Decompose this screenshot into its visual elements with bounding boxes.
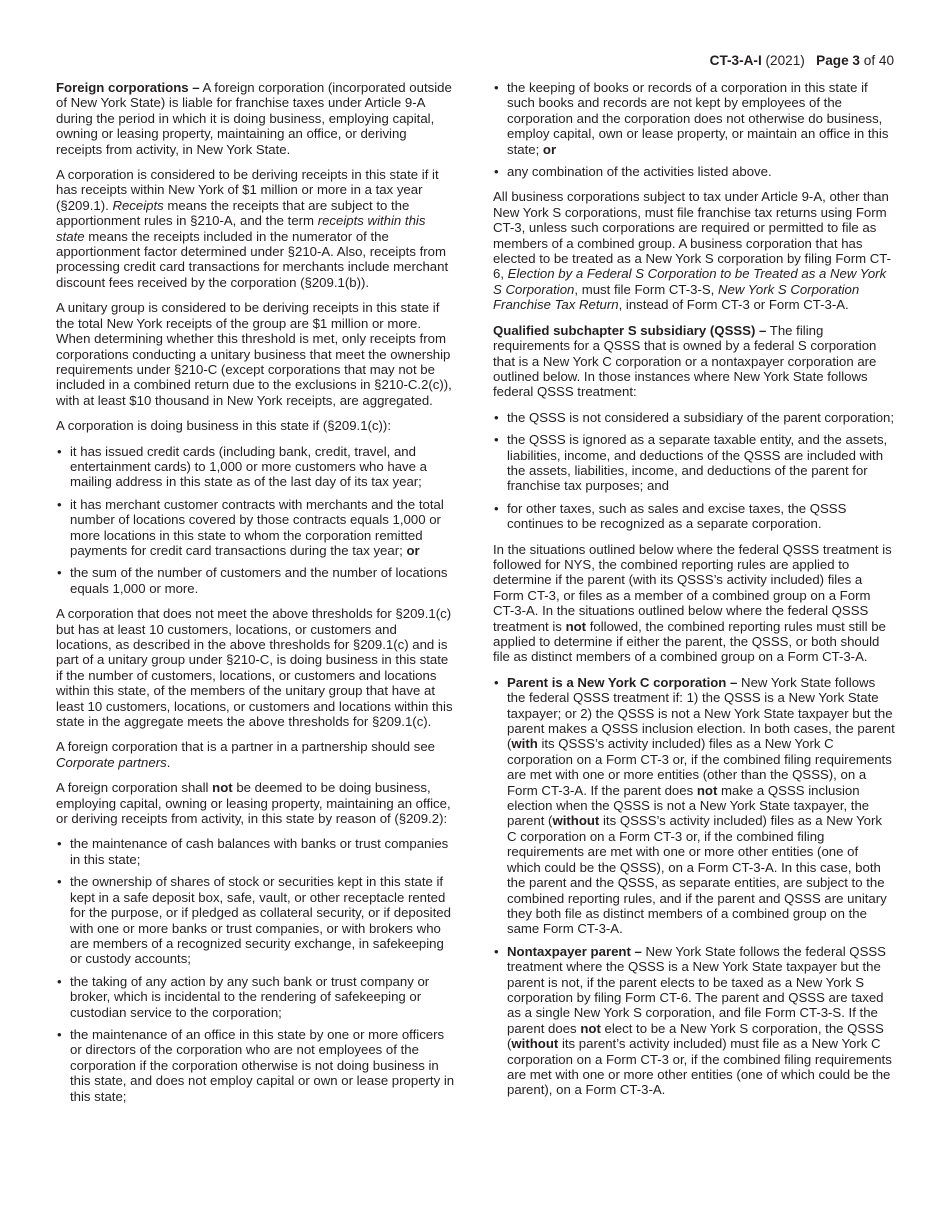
parent-cases-list [493, 675, 895, 1098]
page-label: Page 3 [816, 53, 860, 68]
term-receipts: Receipts [112, 197, 164, 213]
list-item: • the keeping of books or records of a corporation in this state if such books and records are not kept by employees of the corporation and the corporation does not otherwise do business, employ capital, own or lease property, or maintain an office in this state; or [493, 80, 895, 157]
qsss-treatment-list [493, 410, 895, 532]
paragraph-qsss: Qualified subchapter S subsidiary (QSSS) – The filing requirements for a QSSS that is owned by a federal S corporation that is a New York C corporation or a nontaxpayer corporation are outlined below. In those instances where New York State follows federal QSSS treatment: [493, 322, 877, 400]
paragraph-filing-forms: All business corporations subject to tax under Article 9-A, other than New York S corporations, must file franchise tax returns using Form CT-3, unless such corporations are required or permitted to file as members of a combined group. A business corporation that has elected to be treated as a New York S corporation by filing Form CT-6, Election by a Federal S Corporation to be Treated as a New York S Corporation, must file Form CT-3-S, New York S Corporation Franchise Tax Return, instead of Form CT-3 or Form CT-3-A. [493, 189, 892, 313]
list-item: • for other taxes, such as sales and excise taxes, the QSSS continues to be recognized as a separate corporation. [493, 501, 895, 532]
exclusions-list-continued [493, 80, 895, 179]
paragraph-not-doing-business: A foreign corporation shall not be deemed to be doing business, employing capital, owning or leasing property, maintaining an office, or deriving receipts from activity, in this state by reason of (§209.2): [56, 780, 451, 827]
list-item: • it has issued credit cards (including bank, credit, travel, and entertainment cards) to 1,000 or more customers who have a mailing address in this state as of the last day of its tax year; [56, 444, 456, 490]
form-year: (2021) [765, 53, 805, 68]
paragraph-doing-business: A corporation is doing business in this state if (§209.1(c)): [56, 418, 391, 434]
list-item: • it has merchant customer contracts with merchants and the total number of locations covered by those contracts equals 1,000 or more locations in this state to whom the corporation remitted payments for credit card transactions during the tax year; or [56, 497, 456, 559]
doing-business-list [56, 444, 456, 597]
item-heading: Parent is a New York C corporation – [507, 674, 738, 690]
list-item: • the taking of any action by any such bank or trust company or broker, which is incidental to the rendering of safekeeping or custodian service to the corporation; [56, 974, 456, 1020]
term-corporate-partners: Corporate partners [56, 754, 167, 770]
paragraph-foreign-corporations: Foreign corporations – A foreign corporation (incorporated outside of New York State) is liable for franchise taxes under Article 9-A during the period in which it is doing business, employing capital, owning or leasing property, maintaining an office, or deriving receipts from activity, in New York State. [56, 80, 452, 157]
form-ct3s-title: New York S Corporation Franchise Tax Return [493, 281, 860, 313]
form-ct6-title: Election by a Federal S Corporation to be Treated as a New York S Corporation [493, 266, 887, 297]
item-heading: Nontaxpayer parent – [507, 943, 642, 959]
paragraph-thresholds: A corporation that does not meet the above thresholds for §209.1(c) but has at least 10 customers, locations, or customers and locations, as described in the above thresholds for §209.1(c) and is part of a unitary group under §210-C, is doing business in this state if the number of customers, locations, or customers and locations within this state, of the members of the unitary group that have at least 10 customers, locations, or customers and locations within this state in the aggregate meets the above thresholds for §209.1(c). [56, 606, 453, 730]
list-item: • the maintenance of cash balances with banks or trust companies in this state; [56, 836, 456, 867]
right-column [493, 80, 895, 1108]
form-id: CT-3-A-I [709, 53, 762, 68]
paragraph-unitary-group: A unitary group is considered to be deriving receipts in this state if the total New York receipts of the group are $1 million or more. When determining whether this threshold is met, only receipts from corporations conducting a unitary business that meet the ownership requirements under §210-C (except corporations that may not be included in a combined return due to the exclusions in §210-C.2(c)), with at least $10 thousand in New York receipts, are aggregated. [56, 300, 452, 408]
list-item: • Parent is a New York C corporation – New York State follows the federal QSSS treatment if: 1) the QSSS is a New York State taxpayer; or 2) the QSSS is not a New York State taxpayer but the parent makes a QSSS inclusion election. In both cases, the parent (with its QSSS’s activity included) files as a New York C corporation on a Form CT-3 or, if the combined filing requirements are met with one or more entities (other than the QSSS), on a Form CT-3-A. If the parent does not make a QSSS inclusion election when the QSSS is not a New York State taxpayer, the parent (without its QSSS’s activity included) files as a New York C corporation on a Form CT-3 or, if the combined filing requirements are met with one or more other entities (one of which could be the QSSS), on a Form CT-3-A. In this case, both the parent and the QSSS, as separate entities, are subject to the combined reporting rules, and if the parent and QSSS are unitary they both file as distinct members of a combined group on the same Form CT-3-A. [493, 675, 895, 937]
list-item: • Nontaxpayer parent – New York State follows the federal QSSS treatment where the QSSS is a New York State taxpayer but the parent is not, if the parent elects to be taxed as a New York S corporation by filing Form CT-6. The parent and QSSS are taxed as a single New York S corporation, and file Form CT-3-S. If the parent does not elect to be a New York S corporation, the QSSS (without its parent’s activity included) must file as a New York C corporation on a Form CT-3 or, if the combined filing requirements are met with one or more other entities (one of which could be the parent), on a Form CT-3-A. [493, 944, 895, 1098]
list-item: • any combination of the activities listed above. [493, 164, 895, 179]
left-column [56, 80, 456, 1114]
paragraph-deriving-receipts: A corporation is considered to be deriving receipts in this state if it has receipts within New York of $1 million or more in a tax year (§209.1). Receipts means the receipts that are subject to the apportionment rules in §210-A, and the term receipts within this state means the receipts included in the numerator of the apportionment factor determined under §210-A. Also, receipts from processing credit card transactions for merchants include merchant discount fees received by the corporation (§209.1(b)). [56, 167, 449, 290]
paragraph-partner: A foreign corporation that is a partner in a partnership should see Corporate partners. [56, 739, 436, 770]
term-receipts-within-state: receipts within this state [56, 213, 426, 244]
list-item: • the QSSS is not considered a subsidiary of the parent corporation; [493, 410, 895, 425]
paragraph-combined-reporting: In the situations outlined below where the federal QSSS treatment is followed for NYS, the combined reporting rules are applied to determine if the parent (with its QSSS’s activity included) files a Form CT-3, or files as a member of a combined group on a Form CT-3-A. In the situations outlined below where the federal QSSS treatment is not followed, the combined reporting rules must still be applied to determine if either the parent, the QSSS, or both should file as distinct members of a combined group on a Form CT-3-A. [493, 541, 892, 665]
exclusions-list [56, 836, 456, 1104]
list-item: • the QSSS is ignored as a separate taxable entity, and the assets, liabilities, income, and deductions of the QSSS are included with the assets, liabilities, income, and deductions of the parent for franchise tax purposes; and [493, 432, 895, 494]
list-item: • the sum of the number of customers and the number of locations equals 1,000 or more. [56, 565, 456, 596]
section-heading: Foreign corporations – [56, 80, 200, 95]
list-item: • the ownership of shares of stock or securities kept in this state if kept in a safe deposit box, safe, vault, or other receptacle rented for the purpose, or if pledged as collateral security, or if deposited with one or more banks or trust companies, or with brokers who are members of a recognized security exchange, in safekeeping or custody accounts; [56, 874, 456, 966]
page-of: of 40 [863, 53, 894, 68]
list-item: • the maintenance of an office in this state by one or more officers or directors of the corporation who are not employees of the corporation if the corporation otherwise is not doing business in this state, and does not employ capital or own or lease property in this state; [56, 1027, 456, 1104]
page-header [710, 53, 894, 69]
section-heading: Qualified subchapter S subsidiary (QSSS) – [493, 322, 767, 338]
